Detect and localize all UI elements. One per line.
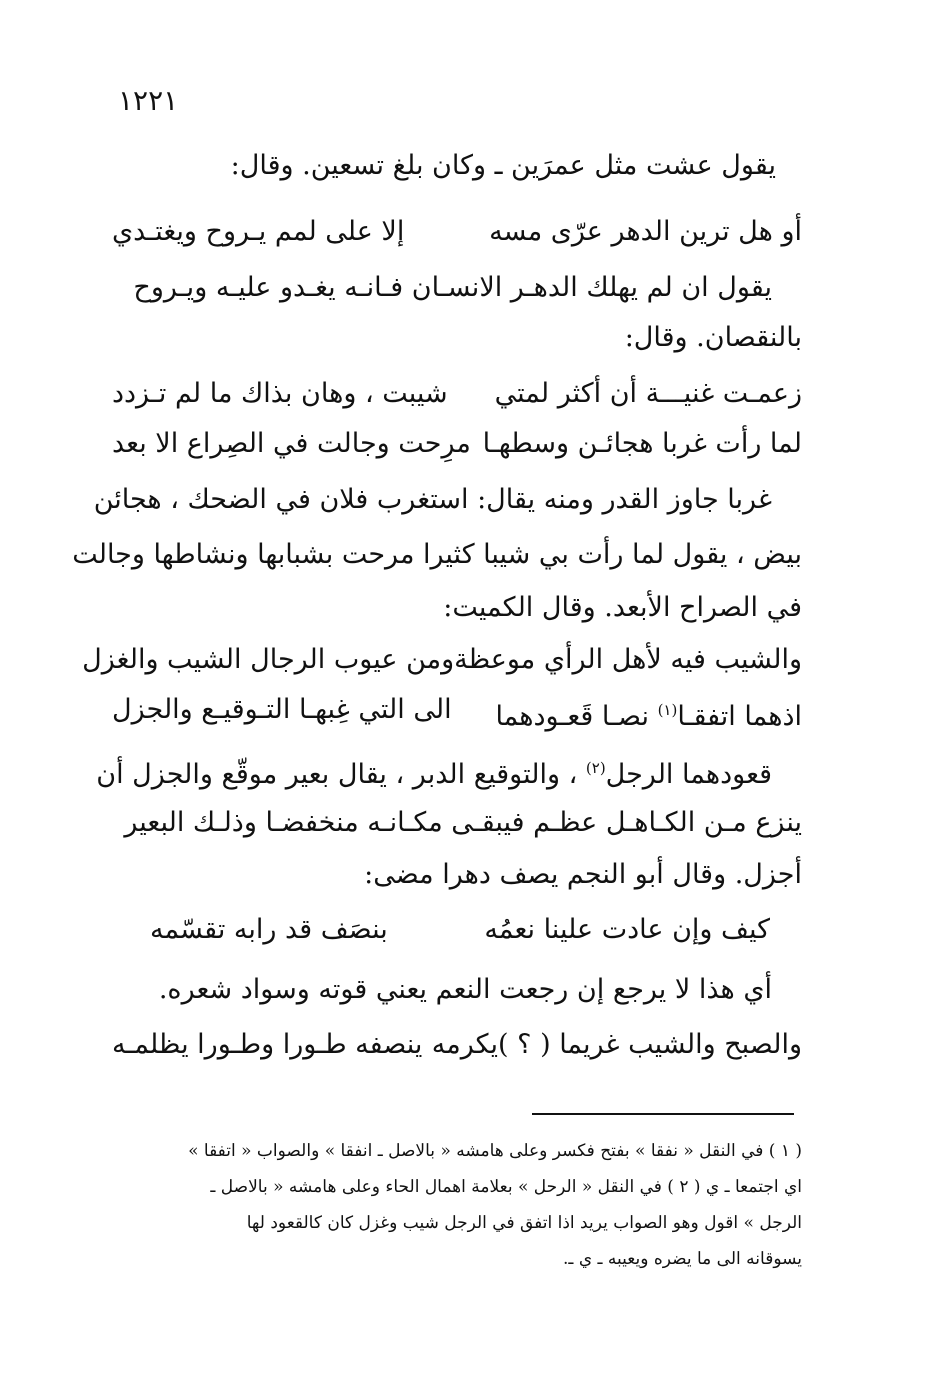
verse-second-hemistich: شيبت ، وهان بذاك ما لم تـزدد: [112, 378, 448, 409]
paragraph-line: أجزل. وقال أبو النجم يصف دهرا مضى:: [364, 859, 802, 890]
footnote-ref: (٢): [585, 759, 606, 777]
footnote-line: الرجل » اقول وهو الصواب يريد اذا اتفق في الرجل شيب وغزل كان كالقعود لها: [246, 1213, 802, 1233]
verse-first-hemistich: والصبح والشيب غريما ( ؟ )يكرمه: [431, 1029, 802, 1060]
page-number: ١٢٢١: [118, 84, 179, 117]
paragraph-line: بيض ، يقول لما رأت بي شيبا كثيرا مرحت بشبابها ونشاطها وجالت: [72, 539, 802, 570]
verse-line: [150, 910, 770, 950]
footnote-line: اي اجتمعا ـ ي ( ٢ ) في النقل « الرحل » بعلامة اهمال الحاء وعلى هامشه « بالاصل ـ: [210, 1177, 802, 1197]
verse-line: [112, 212, 802, 252]
paragraph-line: بالنقصان. وقال:: [624, 322, 802, 353]
verse-line: [82, 640, 802, 680]
verse-first-hemistich: كيف وإن عادت علينا نعمُه: [484, 914, 770, 945]
footnote-ref: (١): [657, 701, 678, 719]
verse-first-hemistich: لما رأت غربا هجائـن وسطهـا: [482, 428, 802, 459]
verse-second-hemistich: ينصفه طـورا وطـورا يظلمـه: [112, 1029, 423, 1060]
verse-second-hemistich: مرِحت وجالت في الصِراع الا بعد: [112, 428, 471, 459]
verse-second-hemistich: بنصَف قد رابه تقسّمه: [150, 914, 388, 945]
paragraph-line: في الصراح الأبعد. وقال الكميت:: [443, 592, 802, 623]
verse-second-hemistich: ومن عيوب الرجال الشيب والغزل: [82, 644, 455, 675]
verse-first-hemistich: زعمـت غنيـــة أن أكثر لمتي: [494, 378, 802, 409]
footnote-line: يسوقانه الى ما يضره ويعيبه ـ ي ـ.: [563, 1249, 802, 1269]
verse-line: [112, 1025, 802, 1065]
paragraph-line: غربا جاوز القدر ومنه يقال: استغرب فلان في الضحك ، هجائن: [93, 484, 772, 515]
paragraph-line: أي هذا لا يرجع إن رجعت النعم يعني قوته وسواد شعره.: [158, 974, 772, 1005]
verse-first-hemistich: أو هل ترين الدهر عرّى مسه: [489, 216, 802, 247]
footnote-divider: [532, 1113, 794, 1115]
paragraph-line: يقول ان لم يهلك الدهـر الانسـان فـانـه يغـدو عليـه ويـروح: [133, 272, 772, 303]
paragraph-line: يقول عشت مثل عمرَين ـ وكان بلغ تسعين. وقال:: [230, 150, 776, 181]
paragraph-line: قعودهما الرجل$^{(٢)}$ ، والتوقيع الدبر ، يقال بعير موقّع والجزل أن: [96, 759, 772, 790]
verse-line: [112, 690, 802, 737]
verse-first-hemistich: اذهما اتفقـا$^{(١)}$ نصـا قَعـودهما: [495, 701, 802, 732]
verse-second-hemistich: إلا على لمم يـروح ويغتـدي: [112, 216, 405, 247]
verse-first-hemistich: والشيب فيه لأهل الرأي موعظة: [454, 644, 802, 675]
paragraph-line: ينزع مـن الكـاهـل عظـم فيبقـى مكـانـه منخفضـا وذلـك البعير: [124, 807, 802, 838]
verse-line: [112, 374, 802, 414]
verse-second-hemistich: الى التي غِبهـا التـوقيـع والجزل: [112, 694, 452, 725]
footnote-line: ( ١ ) في النقل « نفقا » بفتح فكسر وعلى هامشه « بالاصل ـ انفقا » والصواب « اتفقا »: [188, 1141, 802, 1161]
verse-line: [112, 424, 802, 464]
